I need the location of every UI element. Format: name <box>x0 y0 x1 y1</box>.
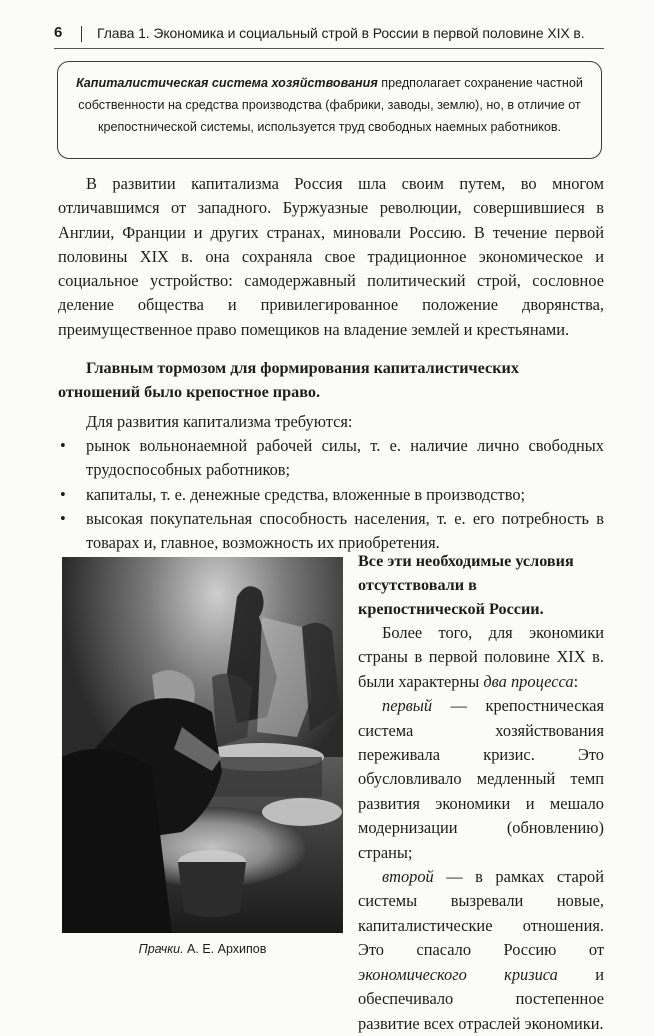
header-rule <box>54 48 604 49</box>
definition-term: Капиталистическая система хозяйствования <box>76 76 378 90</box>
figure-caption <box>62 942 343 956</box>
second-label: второй <box>382 867 434 887</box>
intro-end: : <box>573 671 579 691</box>
list-item: • рынок вольнонаемной рабочей силы, т. е. наличие лично свободных трудоспособных работников; <box>58 434 604 483</box>
paragraph-second-process <box>358 865 604 1036</box>
caption-title: Прачки. <box>138 942 184 956</box>
requirements-intro: Для развития капитализма требуются: <box>86 412 353 431</box>
page-number: 6 <box>54 24 63 41</box>
paragraph-capitalism: В развитии капитализма Россия шла своим путем, во многом отличавшимся от западного. Буржуазные революции, совершившиеся в Англии, Франции и других странах, миновали Россию. В течение первой половины XIX в. она сохраняла свое традиционное экономическое и социальное устройство: самодержавный политический строй, сословное деление общества и привилегированное положение дворянства, преимущественное право помещиков на владение землей и крестьянами. <box>58 174 604 339</box>
list-item: • капиталы, т. е. денежные средства, вложенные в производство; <box>58 483 604 507</box>
highlight-serfdom: Главным тормозом для формирования капиталистических отношений было крепостное право. <box>58 359 519 401</box>
intro-emphasis: два процесса <box>483 671 574 691</box>
first-label: первый <box>382 696 433 716</box>
right-column <box>358 549 604 1036</box>
paragraph-first-process <box>358 694 604 865</box>
requirements-list <box>58 434 604 555</box>
definition-text: предполагает сохранение частной собственности на средства производства (фабрики, заводы, землю), но, в отличие от крепостнической системы, используется труд свободных наемных работников. <box>78 76 583 134</box>
first-text: — крепостническая система хозяйствования переживала кризис. Это обусловливало медленный темп развития экономики и мешало модернизации (обновлению) страны; <box>358 696 604 862</box>
definition-box <box>57 61 602 159</box>
header-divider <box>81 26 82 42</box>
intro-start: Более того, для экономики страны в первой половине XIX в. были характерны <box>358 623 604 691</box>
caption-author: А. Е. Архипов <box>183 942 267 956</box>
second-end: и обеспечивало постепенное развитие всех отраслей экономики. <box>358 964 604 1033</box>
highlight-conditions: Все эти необходимые условия отсутствовали в крепостнической России. <box>358 552 574 618</box>
list-item: • высокая покупательная способность населения, т. е. его потребность в товарах и, главное, возможность их приобретения. <box>58 507 604 556</box>
painting-illustration <box>62 557 343 933</box>
chapter-title: Глава 1. Экономика и социальный строй в России в первой половине XIX в. <box>97 25 585 41</box>
paragraph-two-processes <box>358 621 604 694</box>
painting-laundresses <box>62 557 343 933</box>
second-text: — в рамках старой системы вызревали новые, капиталистические отношения. Это спасало Россию от <box>358 867 604 960</box>
economic-crisis-emphasis: экономического кризиса <box>358 964 558 984</box>
